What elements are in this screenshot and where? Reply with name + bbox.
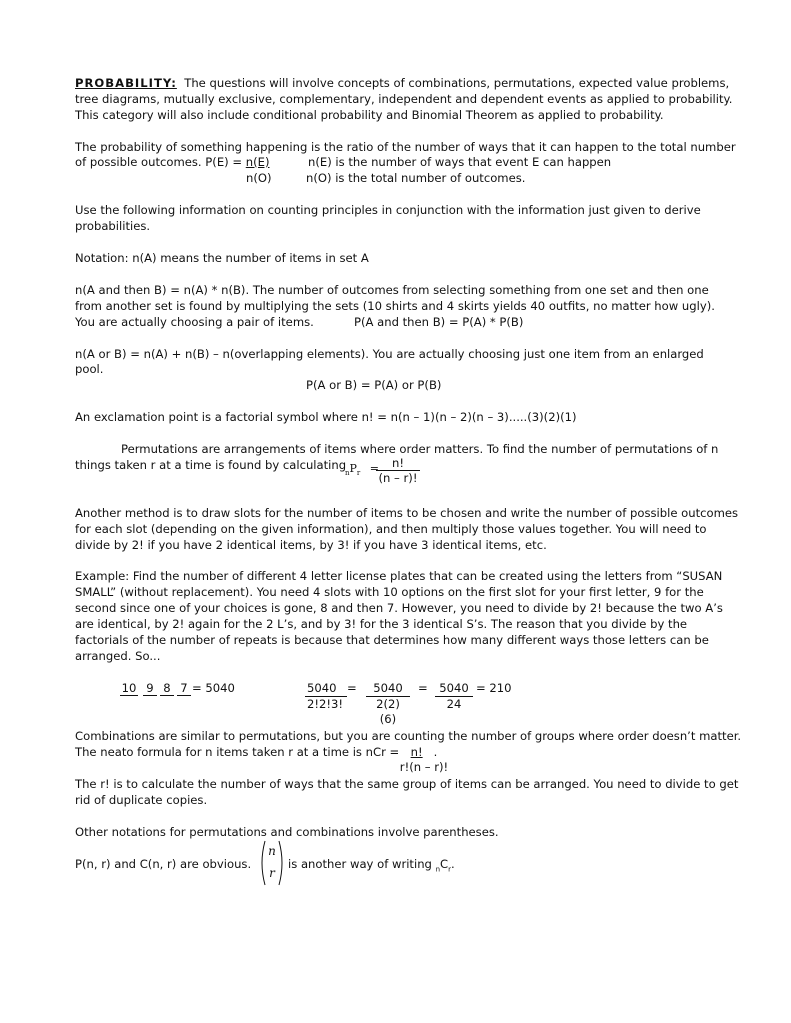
perm-fraction [376,456,420,485]
calc-fraction-2 [366,681,410,727]
example-line-5: factorials of the number of repeats is because that determines how many different ways those letters can be [75,633,709,647]
calc-f3-num: 5040 [435,681,473,697]
perm-p: P [349,462,357,475]
comb-num-wrap: n! . [410,745,438,759]
method-line-3: divide by 2! if you have 2 identical items, by 3! if you have 3 identical items, etc. [75,538,547,552]
intro-line-3: This category will also include conditional probability and Binomial Theorem as applied to probability. [75,108,664,122]
comb-fraction [395,745,453,775]
comb-line-2: The neato formula for n items taken r at a time is nCr = [75,745,400,759]
factorial-line: An exclamation point is a factorial symbol where n! = n(n – 1)(n – 2)(n – 3).....(3)(2)(1) [75,410,577,424]
notation-line: Notation: n(A) means the number of items in set A [75,251,369,265]
other-right-text: is another way of writing [288,857,436,871]
perm-symbol [345,462,379,480]
other-sub-n: n [435,865,441,874]
def-line-2 [75,155,270,169]
calc-f2-num: 5040 [366,681,410,697]
or-formula: P(A or B) = P(A) or P(B) [306,378,442,392]
other-left: P(n, r) and C(n, r) are obvious. [75,857,252,871]
def-numerator: n(E) [245,155,270,169]
and-rule-line-1: n(A and then B) = n(A) * n(B). The number of outcomes from selecting something from one set and then one [75,283,709,297]
example-line-2: SMALL” (without replacement). You need 4 slots with 10 options on the first slot for your first letter, 9 for the [75,585,704,599]
example-line-6: arranged. So... [75,649,161,663]
intro-text-1: The questions will involve concepts of combinations, permutations, expected value problems, [184,76,730,90]
calc-eq-2: = [418,681,428,695]
intro-line-2: tree diagrams, mutually exclusive, complementary, independent and dependent events as applied to probability. [75,92,733,106]
other-c: C [440,857,449,871]
method-line-2: for each slot (depending on the given information), and then multiply those values together. You will need to [75,522,707,536]
example-line-3: second since one of your choices is gone, 8 and then 7. However, you need to divide by 2! because the two A’s [75,601,723,615]
perm-line-2: things taken r at a time is found by calculating [75,458,347,472]
binom-bottom: r [269,866,275,880]
and-formula: P(A and then B) = P(A) * P(B) [354,315,524,329]
comb-numerator: n! [410,745,423,759]
perm-line-1: Permutations are arrangements of items where order matters. To find the number of permutations of n [121,442,719,456]
slot-1: 10 [121,681,137,695]
comb-denominator: r!(n – r)! [399,760,449,774]
page-title: PROBABILITY: [75,76,177,90]
perm-sub-r: r [356,469,361,478]
perm-denominator: (n – r)! [378,471,418,485]
other-dot: . [451,857,455,871]
binom-top: n [268,844,276,858]
calc-fraction-3 [435,681,473,712]
def-num-desc: n(E) is the number of ways that event E can happen [308,155,612,169]
calc-result: = 210 [476,681,512,695]
calc-f1-den: 2!2!3! [307,697,344,711]
and-rule-line-2: from another set is found by multiplying the sets (10 shirts and 4 skirts yields 40 outfits, no matter how ugly). [75,299,715,313]
use-info-line-1: Use the following information on counting principles in conjunction with the information just given to derive [75,203,701,217]
slot-3: 8 [160,681,174,696]
slot-2: 9 [143,681,157,696]
calc-f2-den: 2(2)(6) [376,697,400,726]
and-rule-line-3: You are actually choosing a pair of items. [75,315,314,329]
perm-sub-n: n [345,469,350,478]
slot-4: 7 [177,681,191,696]
comb-line-1: Combinations are similar to permutations, but you are counting the number of groups where order doesn’t matter. [75,729,742,743]
other-line-1: Other notations for permutations and combinations involve parentheses. [75,825,499,839]
method-line-1: Another method is to draw slots for the number of items to be chosen and write the number of possible outcomes [75,506,739,520]
def-line-2-prefix: of possible outcomes. P(E) = [75,155,246,169]
def-line-1: The probability of something happening is the ratio of the number of ways that it can happen to the total number [75,140,736,154]
calc-fraction-1 [305,681,347,712]
def-den-desc: n(O) is the total number of outcomes. [306,171,526,185]
perm-numerator: n! [376,456,420,471]
use-info-line-2: probabilities. [75,219,151,233]
calc-f1-num: 5040 [305,681,347,697]
comb-line-4: rid of duplicate copies. [75,793,208,807]
calc-f3-den: 24 [446,697,462,711]
example-line-4: are identical, by 2! again for the 2 L’s, and by 3! for the 3 identical S’s. The reason that you divide by the [75,617,688,631]
other-sub-r: r [448,865,452,874]
or-rule-line-1: n(A or B) = n(A) + n(B) – n(overlapping elements). You are actually choosing just one item from an enlarged [75,347,704,361]
slot-product: = 5040 [192,681,235,695]
or-rule-line-2: pool. [75,362,104,376]
comb-line-3: The r! is to calculate the number of ways that the same group of items can be arranged. You need to divide to get [75,777,739,791]
calc-eq-1: = [347,681,357,695]
intro-line-1 [75,76,729,90]
binomial-notation [259,839,285,887]
perm-eq: = [369,462,379,475]
other-right [288,857,455,876]
def-denominator: n(O) [246,171,272,185]
example-line-1: Example: Find the number of different 4 letter license plates that can be created using the letters from “SUSAN [75,569,723,583]
